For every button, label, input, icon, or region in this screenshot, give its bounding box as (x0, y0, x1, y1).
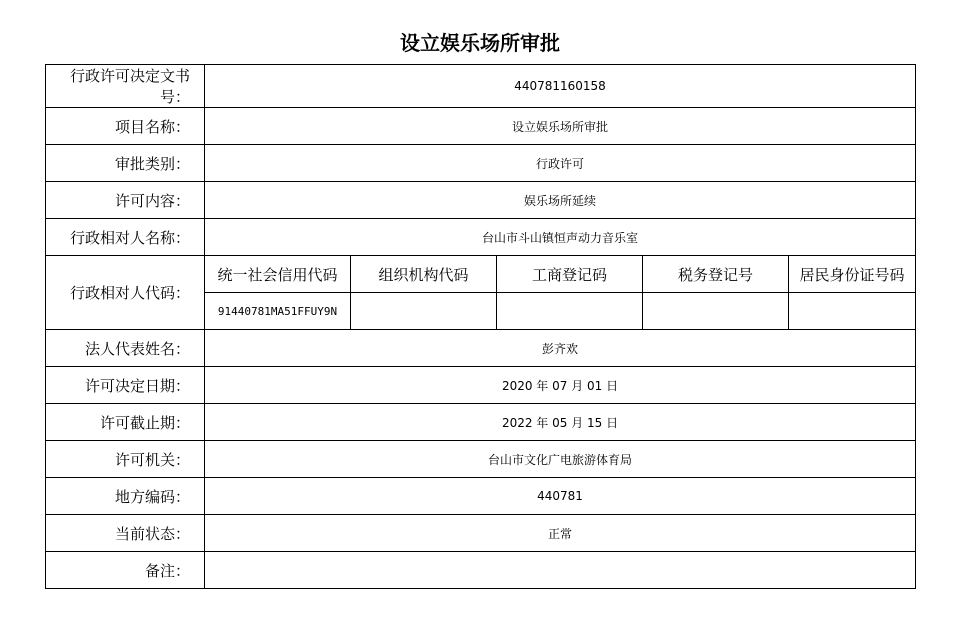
tax-reg-value (643, 293, 789, 330)
category-value: 行政许可 (205, 145, 916, 182)
decision-no-value: 440781160158 (205, 65, 916, 108)
project-name-value: 设立娱乐场所审批 (205, 108, 916, 145)
legal-rep-label: 法人代表姓名： (46, 330, 205, 367)
row-status (46, 515, 916, 552)
row-party-code-headers (46, 256, 916, 293)
decision-date-label: 许可决定日期： (46, 367, 205, 404)
remarks-label: 备注： (46, 552, 205, 589)
row-content (46, 182, 916, 219)
party-code-label: 行政相对人代码： (46, 256, 205, 330)
row-remarks (46, 552, 916, 589)
expiry-date-value: 2022 年 05 月 15 日 (205, 404, 916, 441)
row-region-code (46, 478, 916, 515)
remarks-value (205, 552, 916, 589)
credit-code-header: 统一社会信用代码 (205, 256, 351, 293)
authority-value: 台山市文化广电旅游体育局 (205, 441, 916, 478)
legal-rep-value: 彭齐欢 (205, 330, 916, 367)
id-card-value (789, 293, 916, 330)
authority-label: 许可机关： (46, 441, 205, 478)
id-card-header: 居民身份证号码 (789, 256, 916, 293)
license-info-table (45, 64, 916, 589)
party-name-value: 台山市斗山镇恒声动力音乐室 (205, 219, 916, 256)
project-name-label: 项目名称： (46, 108, 205, 145)
party-name-label: 行政相对人名称： (46, 219, 205, 256)
status-label: 当前状态： (46, 515, 205, 552)
row-category (46, 145, 916, 182)
row-party-name (46, 219, 916, 256)
row-legal-rep (46, 330, 916, 367)
category-label: 审批类别： (46, 145, 205, 182)
row-expiry-date (46, 404, 916, 441)
region-code-value: 440781 (205, 478, 916, 515)
row-decision-no (46, 65, 916, 108)
row-authority (46, 441, 916, 478)
business-reg-header: 工商登记码 (497, 256, 643, 293)
region-code-label: 地方编码： (46, 478, 205, 515)
row-project-name (46, 108, 916, 145)
page-title: 设立娱乐场所审批 (400, 31, 560, 55)
row-decision-date (46, 367, 916, 404)
content-label: 许可内容： (46, 182, 205, 219)
tax-reg-header: 税务登记号 (643, 256, 789, 293)
status-value: 正常 (205, 515, 916, 552)
expiry-date-label: 许可截止期： (46, 404, 205, 441)
business-reg-value (497, 293, 643, 330)
decision-date-value: 2020 年 07 月 01 日 (205, 367, 916, 404)
credit-code-value: 91440781MA51FFUY9N (205, 293, 351, 330)
org-code-value (351, 293, 497, 330)
org-code-header: 组织机构代码 (351, 256, 497, 293)
decision-no-label: 行政许可决定文书号： (46, 65, 205, 108)
content-value: 娱乐场所延续 (205, 182, 916, 219)
